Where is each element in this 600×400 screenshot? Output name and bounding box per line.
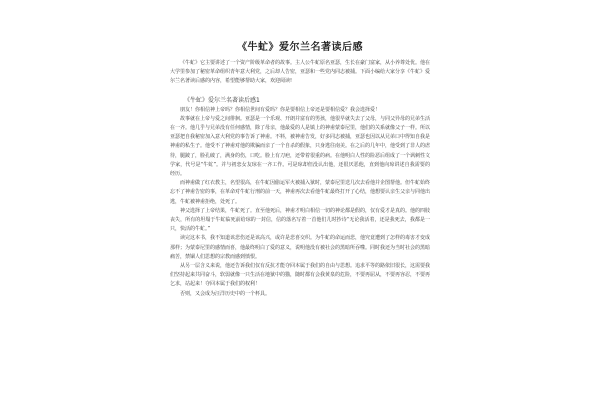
body-paragraph: 读完这本书，我不知道该悲伤还是该高兴，或许是悲喜交织。为牛虻的命运而悲，他究竟遭到了怎样的毒害才变成那样；为蒙泰尼里的感情而喜，他最终明白了爱的意义，说明他没有被社会的黑暗所吞噬。同时我还为当时社会的黑暗痛苦，禁锢人们思想的宗教而感到愤恨。 (170, 235, 430, 260)
body-paragraph: 神父选择了上帝结果，牛虻死了。直至他死后，神甫才明白相信一切的神论都是假的，仅有爱才是真的。他的四肢丧失，所有的坦塌于牛虻临死前给琼的一封信，信的落名写着一首他们儿时抄诗“无论我活着，还是我死去，我都是一只，快活的牛虻。” (170, 207, 430, 233)
body-paragraph: 故事就在上帝与爱之间徘徊。亚瑟是一个乐观、开朗并富有的男孩，他很早就失去了父母，与同父异母的兄弟生活在一齐。他几乎与兄弟没有任何感情，除了母亲，他最爱的人是镇上的神甫蒙泰尼里，他们的关系就像父子一样。所以亚瑟把自我秘密加入意大利党的事告诉了神甫。不料，被神甫告发，好多同志被捕，亚瑟也因以从兄弟口中得知自我是神甫的私生子。他受不了神甫对他的欺骗而亲了一个自杀的假象，只身逃往南美。在之后的几年中，他受到了非人的虐待，腿跛了，脸孔破了，满身的伤，口吃。脸上有刀疤，还带着很重的病。在他明白人性的险恶后组成了一个讽刺性文学家，代号是“牛虻”。并与初恋女友琼在一齐工作。可是琼却但没认出他，还很厌恶他，直到他向琼讲述自我需要的经历。 (170, 115, 430, 178)
document-title: 《牛虻》爱尔兰名著读后感 (237, 42, 363, 53)
body-paragraph: 而神甫做了红衣教主，名望很高，在牛虻因偷运军火被捕入狱时，蒙泰尼里送几次去看他并企图帮他。但牛虻始终忘不了神甫告密的事，在革命对牛虻行刑的前一天，神甫再次去看他牛虻最终打开了心结，他想要认亲生父亲与同他出逃，牛虻被神甫拒绝，处死了。 (170, 180, 430, 205)
document-page (170, 10, 430, 395)
closing-paragraph: 否则，又会成为汪洋历史中的一个杯具。 (180, 290, 271, 297)
body-paragraph: 朋友！你相信神上帝吗？你相信世间有爱吗？你是要相信上帝还是要相信爱？我会选择爱！ (180, 106, 381, 113)
intro-paragraph: 《牛虻》它主要讲述了一个资产阶级革命者的故事。主人公牛虻原名亚瑟，生长在豪门富家，从小养尊处优。他在大学里参加了秘密革命组织青年意大利党，之后却人告密，亚瑟和一些党内同志被捕。下面小编给大家分享《牛虻》爱尔兰名著读后感的内容，希望能够帮助大家，欢迎阅读! (170, 60, 430, 85)
body-paragraph: 从另一层含义来说，他还告诉我们仅有反抗才能夺回本属于我们的自由与思想。追求平等的路依旧很长，这需要我们坚持起来共同奋斗，软弱就像一只生活在地狱中的猫，随时都有会我黄泉的危险，不要再屈从，不要再容忍，不要再乞求，站起来！夺回本属于我们的权利！ (170, 263, 430, 288)
section-title: 《牛虻》爱尔兰名著读后感1 (184, 96, 260, 104)
